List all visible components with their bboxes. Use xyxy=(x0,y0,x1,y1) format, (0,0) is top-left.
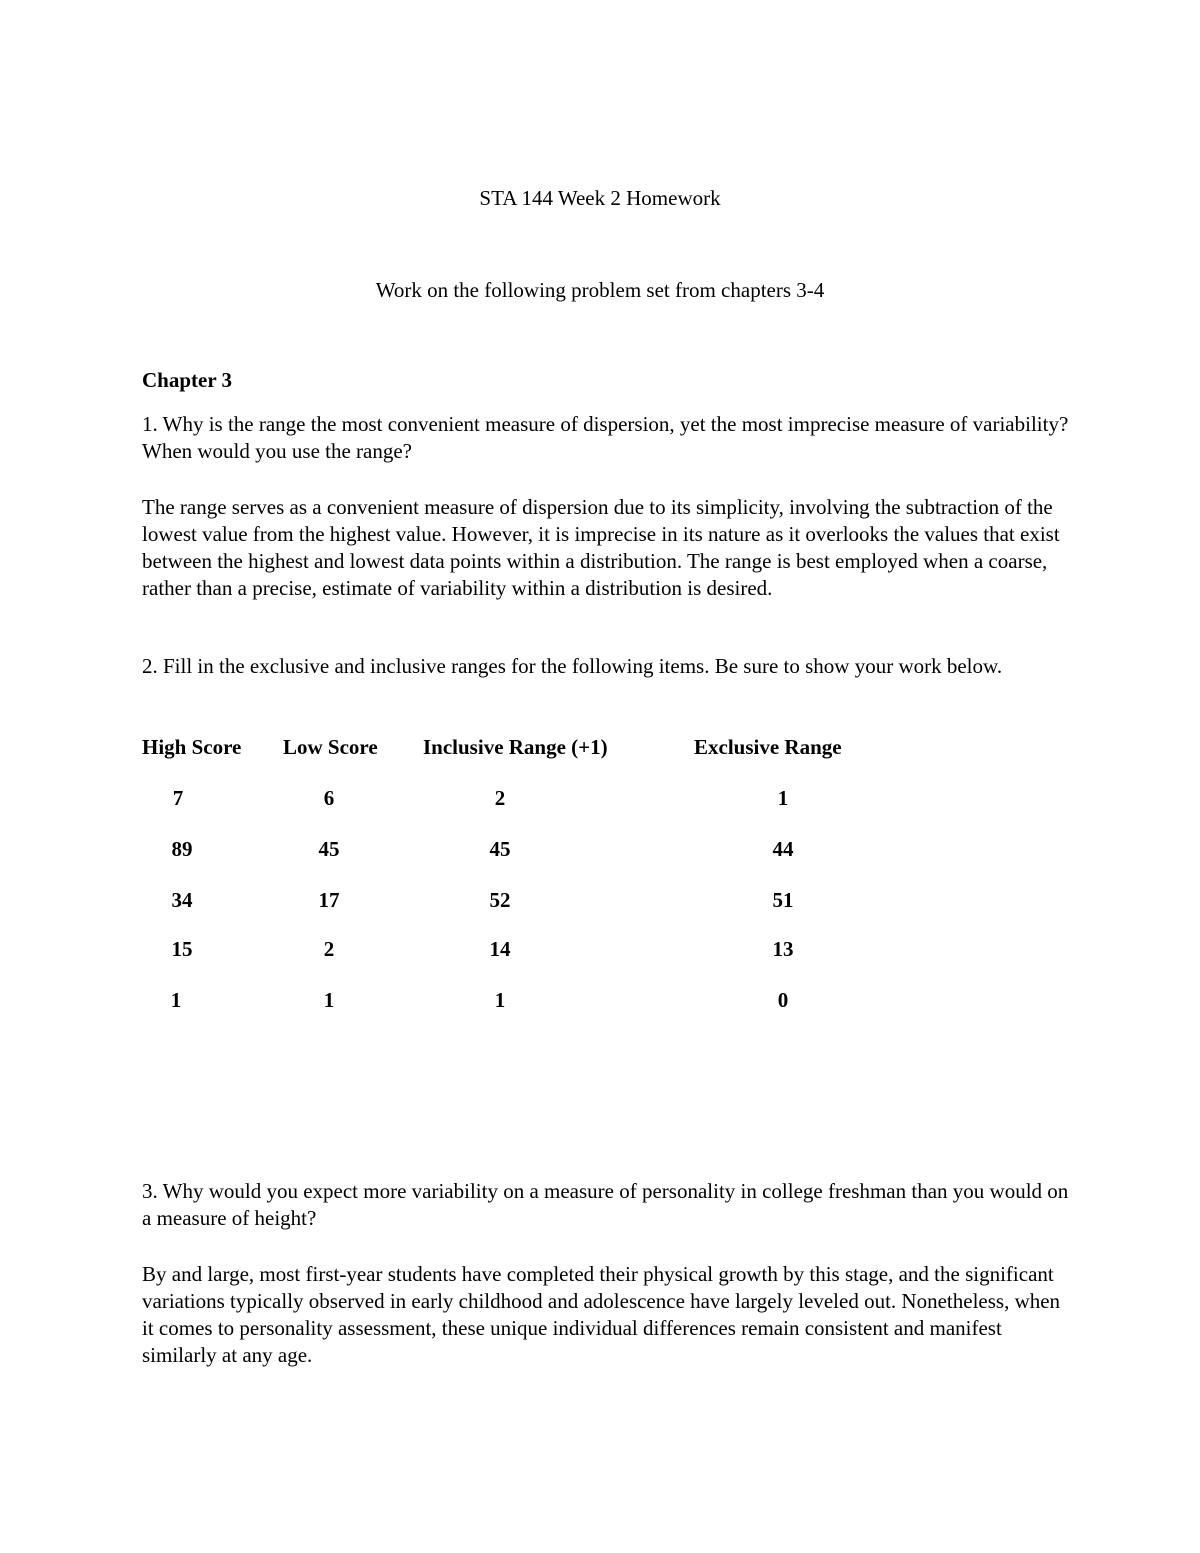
table-cell: 44 xyxy=(772,837,794,861)
table-cell: 1 xyxy=(323,988,335,1012)
table-cell: 45 xyxy=(489,837,511,861)
table-header-inclusive-range: Inclusive Range (+1) xyxy=(423,735,608,759)
table-cell: 6 xyxy=(323,786,335,810)
question-1: 1. Why is the range the most convenient measure of dispersion, yet the most imprecise measure of variability? When would you use the range? xyxy=(142,412,1069,463)
table-cell: 1 xyxy=(170,988,182,1012)
answer-1: The range serves as a convenient measure of dispersion due to its simplicity, involving the subtraction of the lowest value from the highest value. However, it is imprecise in its nature as it overlooks the values that exist between the highest and lowest data points within a distribution. The range is best employed when a coarse, rather than a precise, estimate of variability within a distribution is desired. xyxy=(142,495,1060,600)
chapter-heading: Chapter 3 xyxy=(142,368,233,392)
table-header-low-score: Low Score xyxy=(283,735,378,759)
table-cell: 2 xyxy=(494,786,506,810)
table-cell: 52 xyxy=(489,888,511,912)
question-3: 3. Why would you expect more variability on a measure of personality in college freshman than you would on a measure of height? xyxy=(142,1179,1069,1230)
table-header-exclusive-range: Exclusive Range xyxy=(694,735,842,759)
table-cell: 1 xyxy=(494,988,506,1012)
table-cell: 1 xyxy=(777,786,789,810)
table-cell: 17 xyxy=(318,888,340,912)
table-cell: 45 xyxy=(318,837,340,861)
table-cell: 13 xyxy=(772,937,794,961)
document-title: STA 144 Week 2 Homework xyxy=(479,186,721,210)
table-cell: 14 xyxy=(489,937,511,961)
document-subtitle: Work on the following problem set from chapters 3-4 xyxy=(375,278,825,302)
table-cell: 7 xyxy=(172,786,184,810)
table-cell: 0 xyxy=(777,988,789,1012)
table-cell: 51 xyxy=(772,888,794,912)
table-cell: 15 xyxy=(171,937,193,961)
table-cell: 34 xyxy=(171,888,193,912)
table-cell: 89 xyxy=(171,837,193,861)
question-2: 2. Fill in the exclusive and inclusive ranges for the following items. Be sure to show your work below. xyxy=(142,654,1003,678)
table-cell: 2 xyxy=(323,937,335,961)
table-header-high-score: High Score xyxy=(142,735,242,759)
answer-3: By and large, most first-year students have completed their physical growth by this stage, and the significant variations typically observed in early childhood and adolescence have largely leveled out. Nonetheless, when it comes to personality assessment, these unique individual differences remain consistent and manifest similarly at any age. xyxy=(142,1262,1061,1367)
